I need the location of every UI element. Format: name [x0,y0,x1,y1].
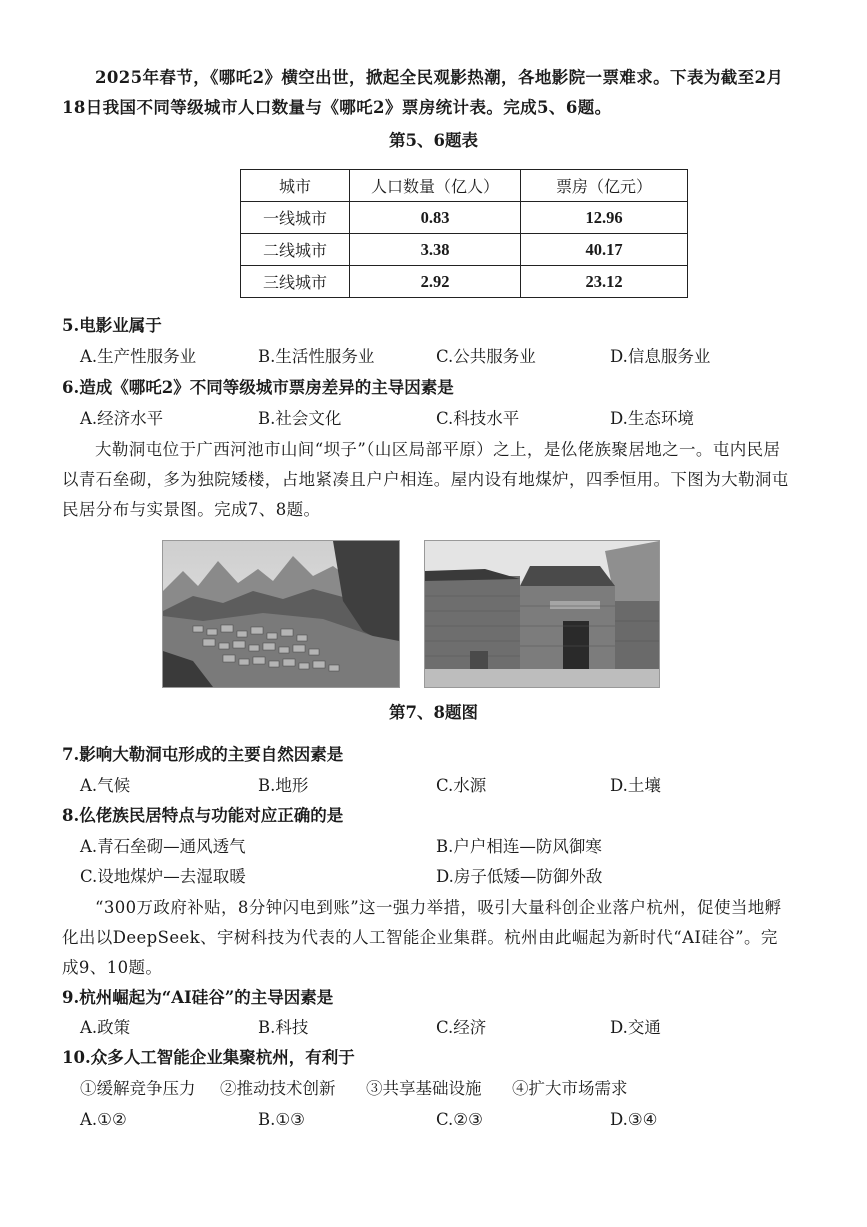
option-c: C.水源 [436,776,487,795]
figure-caption: 第7、8题图 [389,703,478,722]
table-cell-population: 2.92 [350,266,521,298]
option-d: D.生态环境 [610,409,694,428]
option-a: A.政策 [80,1018,131,1037]
option-b: B.社会文化 [258,409,342,428]
table-header-city: 城市 [241,170,350,202]
option-a: A.经济水平 [80,409,164,428]
option-d: D.土壤 [610,776,661,795]
table-row [241,202,688,234]
option-a: A.气候 [80,776,131,795]
stone-house-photo [424,540,660,688]
question-7-stem: 7.影响大勒洞屯形成的主要自然因素是 [62,745,344,764]
table-cell-box-office: 23.12 [521,266,688,298]
question-10-options [80,1105,800,1135]
option-c: C.科技水平 [436,409,520,428]
table-caption: 第5、6题表 [389,131,478,150]
option-a: A.青石垒砌—通风透气 [80,837,246,856]
option-b: B.生活性服务业 [258,347,375,366]
option-c: C.经济 [436,1018,487,1037]
option-d: D.③④ [610,1110,658,1129]
option-d: D.房子低矮—防御外敌 [436,867,603,886]
table-header-box-office: 票房（亿元） [521,170,688,202]
intro-5-6: 2025年春节，《哪吒2》横空出世，掀起全民观影热潮，各地影院一票难求。下表为截至2月18日我国不同等级城市人口数量与《哪吒2》票房统计表。完成5、6题。 [62,68,784,117]
table-cell-box-office: 12.96 [521,202,688,234]
option-c: C.②③ [436,1110,483,1129]
intro-9-10: “300万政府补贴，8分钟闪电到账”这一强力举措，吸引大量科创企业落户杭州，促使当地孵化出以DeepSeek、宇树科技为代表的人工智能企业集群。杭州由此崛起为新时代“AI硅谷”。完成9、10题。 [62,898,782,977]
question-5-stem: 5.电影业属于 [62,316,162,335]
statement-1: ①缓解竞争压力 [80,1079,196,1098]
statement-3: ③共享基础设施 [366,1079,482,1098]
option-d: D.交通 [610,1018,661,1037]
question-10-stem: 10.众多人工智能企业集聚杭州，有利于 [62,1048,355,1067]
box-office-table [240,169,688,298]
table-header-row [241,170,688,202]
table-cell-city: 三线城市 [241,266,350,298]
statement-4: ④扩大市场需求 [512,1079,628,1098]
table-row [241,266,688,298]
option-b: B.户户相连—防风御寒 [436,837,602,856]
question-9-stem: 9.杭州崛起为“AI硅谷”的主导因素是 [62,988,334,1007]
option-b: B.①③ [258,1110,305,1129]
option-a: A.生产性服务业 [80,347,197,366]
option-c: C.公共服务业 [436,347,536,366]
statement-2: ②推动技术创新 [220,1079,336,1098]
option-b: B.科技 [258,1018,309,1037]
option-d: D.信息服务业 [610,347,711,366]
question-7-options [80,771,800,801]
question-8-options-row-2 [80,862,800,892]
table-row [241,234,688,266]
question-9-options [80,1013,800,1043]
table-cell-population: 0.83 [350,202,521,234]
option-a: A.①② [80,1110,127,1129]
question-8-options-row-1 [80,832,800,862]
table-cell-box-office: 40.17 [521,234,688,266]
question-5-options [80,342,800,372]
table-header-population: 人口数量（亿人） [350,170,521,202]
intro-7-8: 大勒洞屯位于广西河池市山间“坝子”（山区局部平原）之上，是仫佬族聚居地之一。屯内民居以青石垒砌，多为独院矮楼，占地紧凑且户户相连。屋内设有地煤炉，四季恒用。下图为大勒洞屯民居分布与实景图。完成7、8题。 [62,440,789,519]
question-6-options [80,404,800,434]
question-10-statements [80,1074,800,1104]
option-c: C.设地煤炉—去湿取暖 [80,867,246,886]
table-cell-city: 二线城市 [241,234,350,266]
table-cell-population: 3.38 [350,234,521,266]
question-8-stem: 8.仫佬族民居特点与功能对应正确的是 [62,806,344,825]
village-aerial-photo [162,540,400,688]
table-cell-city: 一线城市 [241,202,350,234]
question-6-stem: 6.造成《哪吒2》不同等级城市票房差异的主导因素是 [62,378,454,397]
option-b: B.地形 [258,776,309,795]
